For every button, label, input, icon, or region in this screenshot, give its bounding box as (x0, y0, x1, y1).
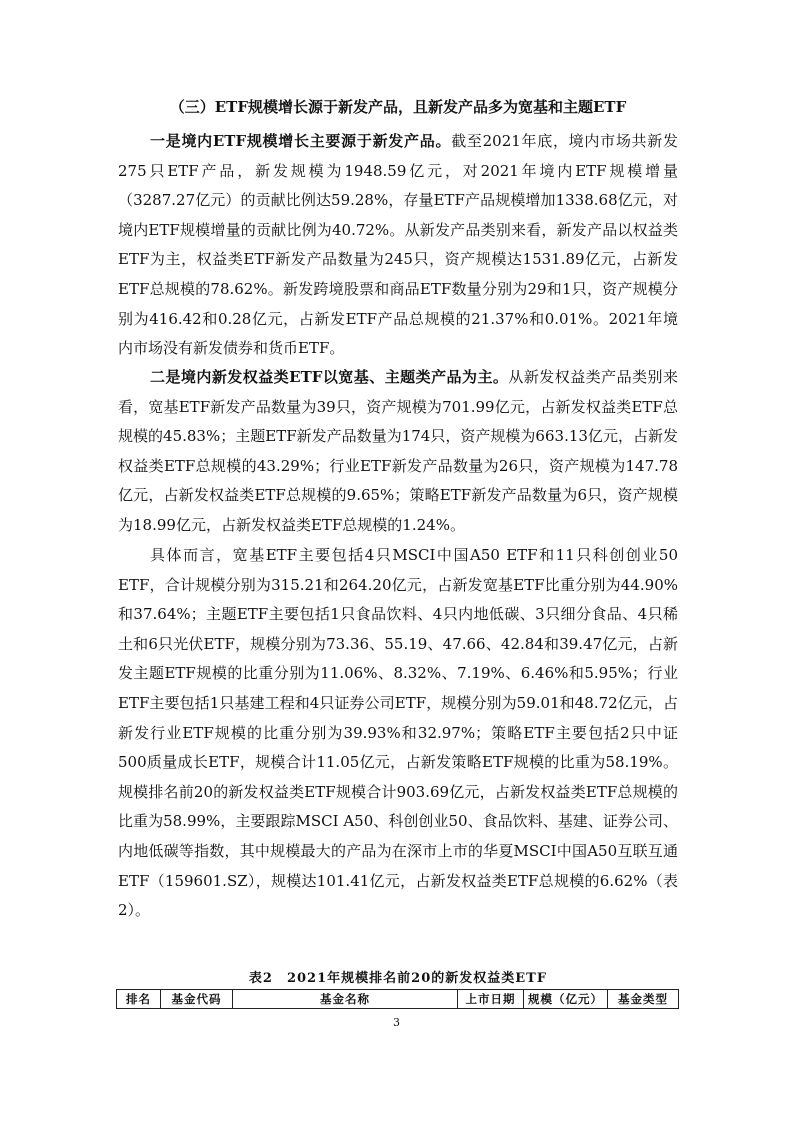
table-header-row (116, 989, 679, 1009)
header-fund-name: 基金名称 (233, 990, 458, 1008)
header-size: 规模（亿元） (524, 990, 608, 1008)
paragraph-1-body: 截至2021年底，境内市场共新发275只ETF产品，新发规模为1948.59亿元，对2021年境内ETF规模增量（3287.27亿元）的贡献比例达59.28%，存量ETF产品规模增加1338.68亿元，对境内ETF规模增量的贡献比例为40.72%。从新发产品类别来看，新发产品以权益类ETF为主，权益类ETF新发产品数量为245只，资产规模达1531.89亿元，占新发ETF总规模的78.62%。新发跨境股票和商品ETF数量分别为29和1只，资产规模分别为416.42和0.28亿元，占新发ETF产品总规模的21.37%和0.01%。2021年境内市场没有新发债券和货币ETF。 (118, 132, 678, 358)
paragraph-3 (118, 541, 678, 926)
header-fund-code: 基金代码 (161, 990, 233, 1008)
section-heading: （三）ETF规模增长源于新发产品，且新发产品多为宽基和主题ETF (169, 98, 627, 116)
page-number: 3 (393, 1016, 400, 1029)
paragraph-2-lead: 二是境内新发权益类ETF以宽基、主题类产品为主。 (150, 368, 509, 386)
header-listing-date: 上市日期 (458, 990, 524, 1008)
paragraph-1 (118, 127, 678, 364)
paragraph-2-body: 从新发权益类产品类别来看，宽基ETF新发产品数量为39只，资产规模为701.99亿元，占新发权益类ETF总规模的45.83%；主题ETF新发产品数量为174只，资产规模为663.13亿元，占新发权益类ETF总规模的43.29%；行业ETF新发产品数量为26只，资产规模为147.78亿元，占新发权益类ETF总规模的9.65%；策略ETF新发产品数量为6只，资产规模为18.99亿元，占新发权益类ETF总规模的1.24%。 (118, 368, 678, 534)
paragraph-3-body: 具体而言，宽基ETF主要包括4只MSCI中国A50 ETF和11只科创创业50 ETF，合计规模分别为315.21和264.20亿元，占新发宽基ETF比重分别为44.90%和37.64%；主题ETF主要包括1只食品饮料、4只内地低碳、3只细分食品、4只稀土和6只光伏ETF，规模分别为73.36、55.19、47.66、42.84和39.47亿元，占新发主题ETF规模的比重分别为11.06%、8.32%、7.19%、6.46%和5.95%；行业ETF主要包括1只基建工程和4只证券公司ETF，规模分别为59.01和48.72亿元，占新发行业ETF规模的比重分别为39.93%和32.97%；策略ETF主要包括2只中证500质量成长ETF，规模合计11.05亿元，占新发策略ETF规模的比重为58.19%。规模排名前20的新发权益类ETF规模合计903.69亿元，占新发权益类ETF总规模的比重为58.99%，主要跟踪MSCI A50、科创创业50、食品饮料、基建、证券公司、内地低碳等指数，其中规模最大的产品为在深市上市的华夏MSCI中国A50互联互通ETF（159601.SZ），规模达101.41亿元，占新发权益类ETF总规模的6.62%（表2）。 (118, 546, 678, 920)
header-fund-type: 基金类型 (618, 992, 668, 1006)
paragraph-1-lead: 一是境内ETF规模增长主要源于新发产品。 (150, 132, 452, 150)
table-caption: 表2 2021年规模排名前20的新发权益类ETF (248, 971, 548, 986)
paragraph-2 (118, 363, 678, 541)
header-rank: 排名 (117, 990, 161, 1008)
